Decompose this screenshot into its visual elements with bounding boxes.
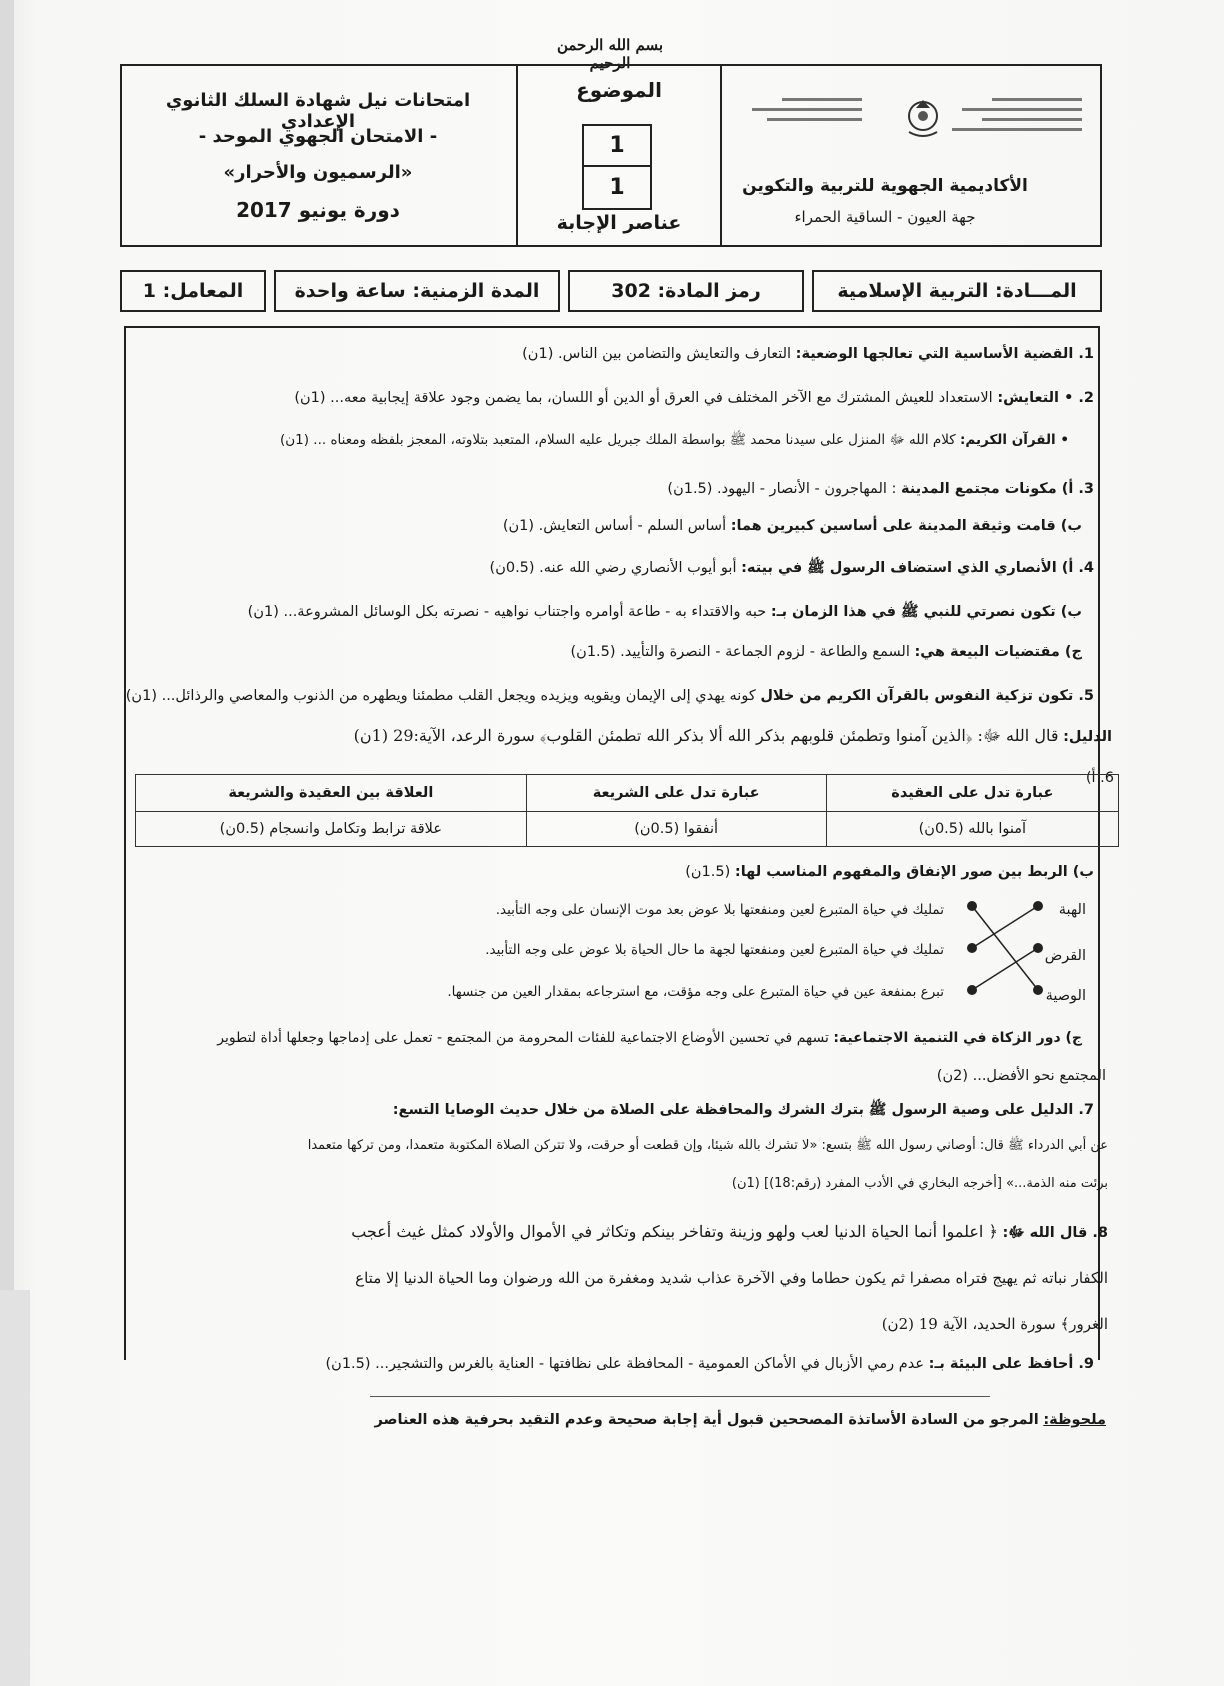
q2-line	[294, 388, 1094, 408]
q6b-label: ب) الربط بين صور الإنفاق والمفهوم المناسب لها:	[734, 864, 1094, 880]
q5-text: كونه يهدي إلى الإيمان ويقويه ويزيده ويجعل القلب مطمئنا ويطهره من الذنوب والمعاصي والرذائل... (1ن)	[125, 688, 756, 704]
subject-label: الموضوع	[576, 78, 662, 102]
match-right-1: تمليك في حياة المتبرع لعين ومنفعتها بلا عوض بعد موت الإنسان على وجه التأبيد.	[495, 902, 944, 918]
q7-text: عن أبي الدرداء ﷺ قال: أوصاني رسول الله ﷺ بتسع: «لا تشرك بالله شيئا، وإن قطعت أو حرقت، ولا تتركن الصلاة المكتوبة متعمدا، ومن تركها متعمدا	[307, 1138, 1108, 1153]
q3a-line	[667, 479, 1094, 499]
q4b-label: ب) تكون نصرتي للنبي ﷺ في هذا الزمان بـ:	[770, 604, 1082, 620]
kingdom-text-lines-tifinagh	[742, 98, 862, 121]
q6-cell-aqida: آمنوا بالله (0.5ن)	[826, 812, 1118, 847]
q6-header-sharia: عبارة تدل على الشريعة	[526, 775, 826, 812]
q8-text-2: الكفار نباته ثم يهيج فتراه مصفرا ثم يكون حطاما وفي الآخرة عذاب شديد ومغفرة من الله ورضوان وما الحياة الدنيا إلا متاع	[355, 1269, 1108, 1287]
q3a-text: : المهاجرون - الأنصار - اليهود. (1.5ن)	[667, 481, 897, 497]
region-name: جهة العيون - الساقية الحمراء	[794, 208, 976, 226]
header-box	[120, 64, 1102, 247]
q3b-label: ب) قامت وثيقة المدينة على أساسين كبيرين هما:	[730, 518, 1082, 534]
q6-cell-relation: علاقة ترابط وتكامل وانسجام (0.5ن)	[136, 812, 527, 847]
q2b-label: • القرآن الكريم:	[960, 432, 1069, 448]
subject-cell	[516, 66, 722, 245]
q6b-points: (1.5ن)	[685, 864, 731, 880]
q9-text: عدم رمي الأزبال في الأماكن العمومية - المحافظة على نظافتها - العناية بالغرس والتشجير... (1.5ن)	[325, 1356, 925, 1372]
match-left-1: الهبة	[1058, 902, 1086, 918]
q2b-line	[280, 430, 1069, 450]
code-box: رمز المادة: 302	[568, 270, 804, 312]
q6b-line	[685, 862, 1094, 882]
q9-label: 9. أحافظ على البيئة بـ:	[928, 1356, 1094, 1372]
academy-cell	[722, 66, 1100, 245]
info-row	[120, 270, 1102, 314]
match-right-3: تبرع بمنفعة عين في حياة المتبرع على وجه مؤقت، مع استرجاعه بمقدار العين من جنسها.	[447, 984, 944, 1000]
scan-edge-shadow-lower	[0, 1290, 30, 1686]
q9-line	[326, 1354, 1094, 1374]
q6-header-aqida: عبارة تدل على العقيدة	[826, 775, 1118, 812]
footer-divider	[370, 1396, 990, 1397]
q3b-line	[503, 516, 1082, 536]
exam-title-cell	[122, 66, 516, 245]
q6-table-row	[136, 812, 1119, 847]
q4c-text: السمع والطاعة - لزوم الجماعة - النصرة والتأييد. (1.5ن)	[570, 644, 910, 660]
q5-evidence-line	[354, 726, 1112, 747]
exam-title: امتحانات نيل شهادة السلك الثانوي الإعدادي	[165, 90, 471, 132]
q4b-line	[248, 602, 1082, 622]
exam-type: - الامتحان الجهوي الموحد -	[198, 126, 438, 147]
q8-text-3: الغرور﴾ سورة الحديد، الآية 19 (2ن)	[881, 1315, 1108, 1333]
q2-label: 2. • التعايش:	[997, 390, 1094, 406]
q6-header-relation: العلاقة بين العقيدة والشريعة	[136, 775, 527, 812]
kingdom-emblem-icon	[898, 94, 948, 144]
q1-label: 1. القضية الأساسية التي تعالجها الوضعية:	[795, 346, 1094, 362]
basmala: بسم الله الرحمن الرحيم	[556, 36, 664, 72]
q1-text: التعارف والتعايش والتضامن بين الناس. (1ن)	[522, 346, 792, 362]
q6-label: 6. أ)	[1085, 770, 1114, 786]
page-number-box	[582, 124, 652, 210]
q6-table	[135, 774, 1119, 847]
q3b-text: أساس السلم - أساس التعايش. (1ن)	[502, 518, 727, 534]
note-text: المرجو من السادة الأساتذة المصححين قبول أية إجابة صحيحة وعدم التقيد بحرفية هذه العناصر	[374, 1412, 1039, 1428]
q5-label: 5. تكون تزكية النفوس بالقرآن الكريم من خلال	[760, 688, 1094, 704]
match-left-2: القرض	[1044, 948, 1086, 964]
q4a-label: 4. أ) الأنصاري الذي استضاف الرسول ﷺ في بيته:	[741, 560, 1094, 576]
q2-text: الاستعداد للعيش المشترك مع الآخر المختلف في العرق أو الدين أو اللسان، بما يضمن وجود علاقة إيجابية معه... (1ن)	[294, 390, 993, 406]
matching-lines	[960, 890, 1050, 1000]
q5-evidence-text: قال الله ﷻ: ﴿الذين آمنوا وتطمئن قلوبهم بذكر الله ألا بذكر الله تطمئن القلوب﴾ سورة الرعد، الآية:29 (1ن)	[353, 726, 1059, 745]
page-number: 1	[584, 126, 650, 167]
note-label: ملحوظة:	[1043, 1412, 1106, 1428]
q6c-text: تسهم في تحسين الأوضاع الاجتماعية للفئات المحرومة من المجتمع - تعمل على إدماجها وجعلها أداة لتطوير	[217, 1030, 829, 1046]
exam-candidates: «الرسميون والأحرار»	[223, 162, 413, 183]
note-line	[374, 1412, 1106, 1428]
q5-evidence-label: الدليل:	[1063, 729, 1112, 745]
q1-line	[522, 344, 1094, 364]
q5-line	[126, 686, 1094, 706]
q8-line	[351, 1222, 1108, 1243]
q4c-line	[571, 642, 1082, 662]
q4c-label: ج) مقتضيات البيعة هي:	[914, 644, 1082, 660]
subject-box: المـــادة: التربية الإسلامية	[812, 270, 1102, 312]
q4b-text: حبه والاقتداء به - طاعة أوامره واجتناب نواهيه - نصرته بكل الوسائل المشروعة... (1ن)	[247, 604, 767, 620]
q8-text: ﴿ اعلموا أنما الحياة الدنيا لعب ولهو وزينة وتفاخر بينكم وتكاثر في الأموال والأولاد كمثل غيث أعجب	[351, 1222, 998, 1241]
q6c-line	[217, 1028, 1082, 1048]
q4a-line	[490, 558, 1094, 578]
q6-cell-sharia: أنفقوا (0.5ن)	[526, 812, 826, 847]
q8-label: 8. قال الله ﷻ:	[1002, 1225, 1108, 1241]
q4a-text: أبو أيوب الأنصاري رضي الله عنه. (0.5ن)	[489, 560, 737, 576]
page-total: 1	[609, 175, 625, 200]
duration-box: المدة الزمنية: ساعة واحدة	[274, 270, 560, 312]
q6c-label: ج) دور الزكاة في التنمية الاجتماعية:	[833, 1030, 1082, 1046]
academy-name: الأكاديمية الجهوية للتربية والتكوين	[742, 176, 1028, 196]
q6c-text-2: المجتمع نحو الأفضل... (2ن)	[936, 1068, 1106, 1084]
coefficient-box: المعامل: 1	[120, 270, 266, 312]
q7-text-2: برئت منه الذمة...» [أخرجه البخاري في الأدب المفرد (رقم:18)] (1ن)	[731, 1176, 1108, 1191]
q7-label	[393, 1100, 1094, 1120]
kingdom-text-lines	[942, 98, 1082, 131]
q6-table-header-row	[136, 775, 1119, 812]
answers-label: عناصر الإجابة	[556, 212, 682, 234]
match-right-2: تمليك في حياة المتبرع لعين ومنفعتها لجهة ما حال الحياة بلا عوض على وجه التأبيد.	[485, 942, 944, 958]
match-left-3: الوصية	[1045, 988, 1086, 1004]
q3a-label: 3. أ) مكونات مجتمع المدينة	[901, 481, 1094, 497]
exam-session: دورة يونيو 2017	[236, 198, 400, 222]
q7-label-text: 7. الدليل على وصية الرسول ﷺ بترك الشرك والمحافظة على الصلاة من خلال حديث الوصايا التسع:	[392, 1102, 1094, 1118]
q2b-text: كلام الله ﷻ المنزل على سيدنا محمد ﷺ بواسطة الملك جبريل عليه السلام، المتعبد بتلاوته، المعجز بلفظه ومعناه ... (1ن)	[279, 432, 956, 448]
